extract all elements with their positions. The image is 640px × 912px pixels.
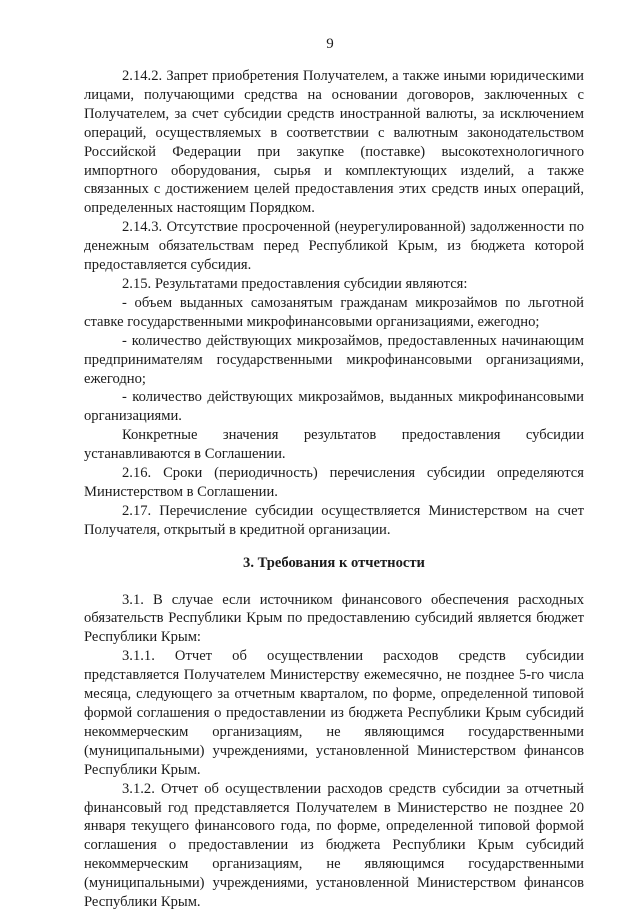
paragraph-results-values: Конкретные значения результатов предоставления субсидии устанавливаются в Соглашении. (84, 427, 584, 463)
list-item-result-2: - количество действующих микрозаймов, предоставленных начинающим предпринимателям государственными микрофинансовыми организациями, ежегодно; (84, 332, 584, 387)
paragraph-3-1-1: 3.1.1. Отчет об осуществлении расходов средств субсидии представляется Получателем Министерству ежемесячно, не позднее 5-го числа месяца, следующего за отчетным кварталом, по форме, определенной типовой формой соглашения о предоставлении из бюджета Республики Крым субсидий некоммерческим организациям, не являющимся государственными (муниципальными) учреждениями, установленной Министерством финансов Республики Крым. (84, 648, 584, 778)
list-item-result-1: - объем выданных самозанятым гражданам микрозаймов по льготной ставке государственными микрофинансовыми организациями, ежегодно; (84, 294, 584, 330)
document-body (84, 67, 584, 912)
section-heading: 3. Требования к отчетности (243, 554, 425, 571)
paragraph-2-14-2: 2.14.2. Запрет приобретения Получателем, а также иными юридическими лицами, получающими средства на основании договоров, заключенных с Получателем, за счет субсидии средств иностранной валюты, за исключением операций, осуществляемых в соответствии с валютным законодательством Российской Федерации при закупке (поставке) высокотехнологичного импортного оборудования, сырья и комплектующих изделий, а также связанных с достижением целей предоставления этих средств иных операций, определенных настоящим Порядком. (84, 68, 584, 217)
paragraph-3-1: 3.1. В случае если источником финансового обеспечения расходных обязательств Республики Крым по предоставлению субсидий является бюджет Республики Крым: (84, 591, 584, 646)
paragraph-2-16: 2.16. Сроки (периодичность) перечисления субсидии определяются Министерством в Соглашении. (84, 465, 584, 500)
paragraph-2-15: 2.15. Результатами предоставления субсидии являются: (122, 275, 468, 292)
paragraph-2-17: 2.17. Перечисление субсидии осуществляется Министерством на счет Получателя, открытый в кредитной организации. (84, 502, 584, 538)
paragraph-3-1-2: 3.1.2. Отчет об осуществлении расходов средств субсидии за отчетный финансовый год представляется Получателем в Министерство не позднее 20 января текущего финансового года, по форме, определенной типовой формой соглашения о предоставлении из бюджета Республики Крым субсидий некоммерческим организациям, не являющимся государственными (муниципальными) учреждениями, установленной Министерством финансов Республики Крым. (84, 780, 584, 911)
page-number: 9 (326, 36, 334, 52)
paragraph-2-14-3: 2.14.3. Отсутствие просроченной (неурегулированной) задолженности по денежным обязательствам перед Республикой Крым, из бюджета которой предоставляется субсидия. (84, 219, 584, 274)
list-item-result-3: - количество действующих микрозаймов, выданных микрофинансовыми организациями. (84, 389, 584, 425)
